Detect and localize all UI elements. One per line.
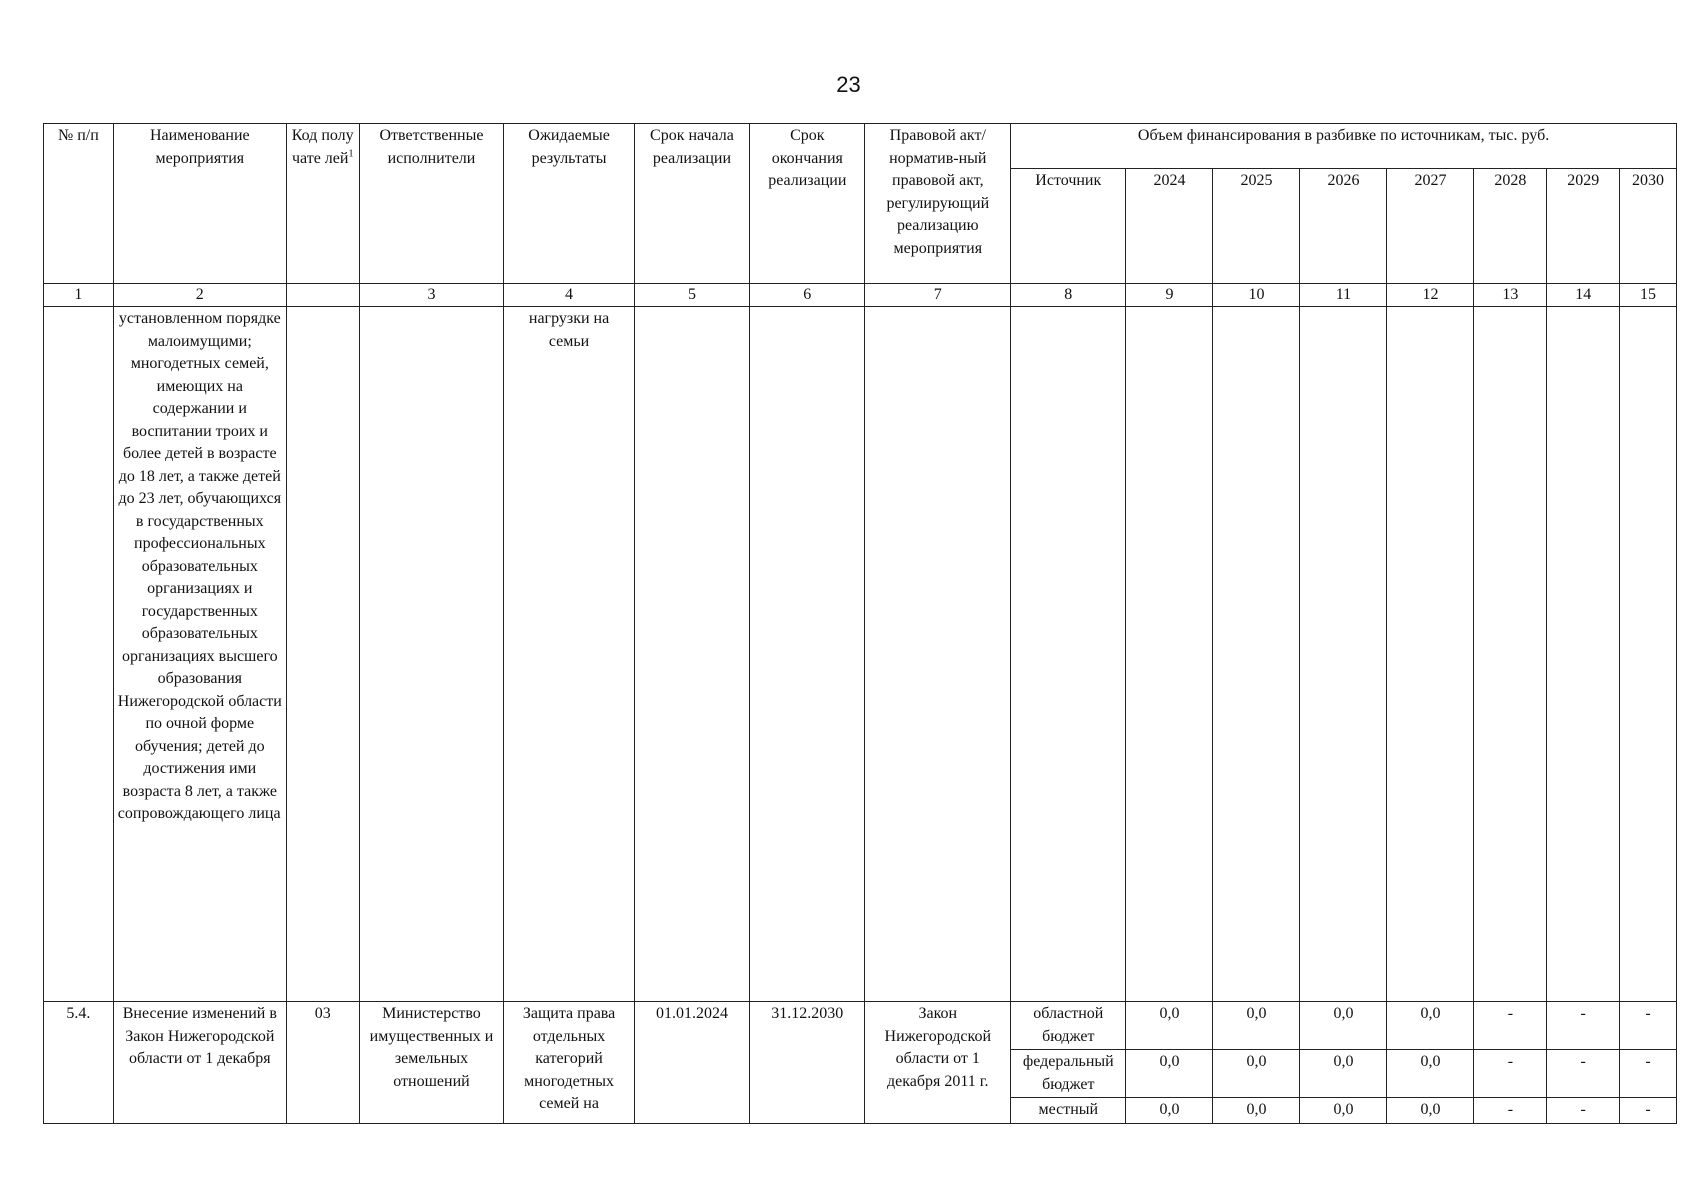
cell-value: - [1620, 1098, 1677, 1124]
column-number: 5 [634, 284, 749, 307]
header-year: 2027 [1387, 169, 1474, 284]
cell-value [1126, 307, 1213, 1002]
header-end: Срок окончания реализации [750, 124, 865, 284]
header-year: 2025 [1213, 169, 1300, 284]
cell-source: местный [1011, 1098, 1126, 1124]
header-code-label: Код полу чате лей [291, 127, 354, 167]
cell-value [1547, 307, 1620, 1002]
cell-value: 0,0 [1387, 1098, 1474, 1124]
cell-end [750, 307, 865, 1002]
cell-value: 0,0 [1213, 1002, 1300, 1050]
header-responsible: Ответственные исполнители [359, 124, 504, 284]
cell-value [1474, 307, 1547, 1002]
column-number: 11 [1300, 284, 1387, 307]
cell-value: 0,0 [1126, 1050, 1213, 1098]
cell-value: - [1474, 1002, 1547, 1050]
cell-source [1011, 307, 1126, 1002]
cell-value: 0,0 [1213, 1050, 1300, 1098]
cell-start: 01.01.2024 [634, 1002, 749, 1124]
cell-value: - [1547, 1002, 1620, 1050]
column-number: 4 [504, 284, 635, 307]
cell-value: - [1547, 1050, 1620, 1098]
cell-value: 0,0 [1126, 1002, 1213, 1050]
page-number: 23 [836, 72, 861, 97]
cell-value [1213, 307, 1300, 1002]
cell-value: 0,0 [1126, 1098, 1213, 1124]
cell-num [44, 307, 114, 1002]
cell-source: федеральный бюджет [1011, 1050, 1126, 1098]
cell-value: 0,0 [1300, 1098, 1387, 1124]
cell-responsible: Министерство имущественных и земельных отношений [359, 1002, 504, 1124]
cell-result-continued: нагрузки на семьи [504, 307, 635, 1002]
cell-value: - [1620, 1050, 1677, 1098]
cell-num: 5.4. [44, 1002, 114, 1124]
cell-result: Защита права отдельных категорий многодетных семей на [504, 1002, 635, 1124]
header-code-footnote: 1 [348, 148, 354, 160]
header-year: 2030 [1620, 169, 1677, 284]
cell-code [286, 307, 359, 1002]
column-number: 13 [1474, 284, 1547, 307]
column-number: 9 [1126, 284, 1213, 307]
header-code [286, 124, 359, 284]
column-number: 6 [750, 284, 865, 307]
header-year: 2026 [1300, 169, 1387, 284]
cell-value: 0,0 [1300, 1050, 1387, 1098]
cell-value: - [1547, 1098, 1620, 1124]
column-numbers-row [44, 284, 1677, 307]
header-num: № п/п [44, 124, 114, 284]
cell-source: областной бюджет [1011, 1002, 1126, 1050]
cell-end: 31.12.2030 [750, 1002, 865, 1124]
header-year: 2029 [1547, 169, 1620, 284]
header-source: Источник [1011, 169, 1126, 284]
table-row-continued [44, 307, 1677, 1002]
cell-value: 0,0 [1387, 1002, 1474, 1050]
cell-code: 03 [286, 1002, 359, 1124]
header-start: Срок начала реализации [634, 124, 749, 284]
column-number: 1 [44, 284, 114, 307]
cell-value: - [1474, 1098, 1547, 1124]
column-number: 10 [1213, 284, 1300, 307]
cell-activity-name-continued: установленном порядке малоимущими; многодетных семей, имеющих на содержании и воспитании троих и более детей в возрасте до 18 лет, а также детей до 23 лет, обучающихся в государственных профессиональных образовательных организациях и государственных образовательных организациях высшего образования Нижегородской области по очной форме обучения; детей до достижения ими возраста 8 лет, а также сопровождающего лица [113, 307, 286, 1002]
header-year: 2024 [1126, 169, 1213, 284]
cell-value: 0,0 [1300, 1002, 1387, 1050]
program-activities-table [43, 123, 1677, 1124]
cell-value [1300, 307, 1387, 1002]
cell-value: - [1620, 1002, 1677, 1050]
header-year: 2028 [1474, 169, 1547, 284]
column-number [286, 284, 359, 307]
cell-act: Закон Нижегородской области от 1 декабря 2011 г. [865, 1002, 1011, 1124]
table-header-row [44, 124, 1677, 169]
header-act: Правовой акт/норматив-ный правовой акт, регулирующий реализацию мероприятия [865, 124, 1011, 284]
cell-activity-name: Внесение изменений в Закон Нижегородской области от 1 декабря [113, 1002, 286, 1124]
cell-value: 0,0 [1387, 1050, 1474, 1098]
column-number: 3 [359, 284, 504, 307]
column-number: 14 [1547, 284, 1620, 307]
cell-responsible [359, 307, 504, 1002]
header-result: Ожидаемые результаты [504, 124, 635, 284]
column-number: 2 [113, 284, 286, 307]
cell-value: - [1474, 1050, 1547, 1098]
column-number: 15 [1620, 284, 1677, 307]
column-number: 12 [1387, 284, 1474, 307]
cell-act [865, 307, 1011, 1002]
cell-value: 0,0 [1213, 1098, 1300, 1124]
header-name: Наименование мероприятия [113, 124, 286, 284]
header-finance: Объем финансирования в разбивке по источникам, тыс. руб. [1011, 124, 1677, 169]
table-row-5-4 [44, 1002, 1677, 1050]
cell-value [1387, 307, 1474, 1002]
column-number: 8 [1011, 284, 1126, 307]
column-number: 7 [865, 284, 1011, 307]
cell-value [1620, 307, 1677, 1002]
cell-start [634, 307, 749, 1002]
